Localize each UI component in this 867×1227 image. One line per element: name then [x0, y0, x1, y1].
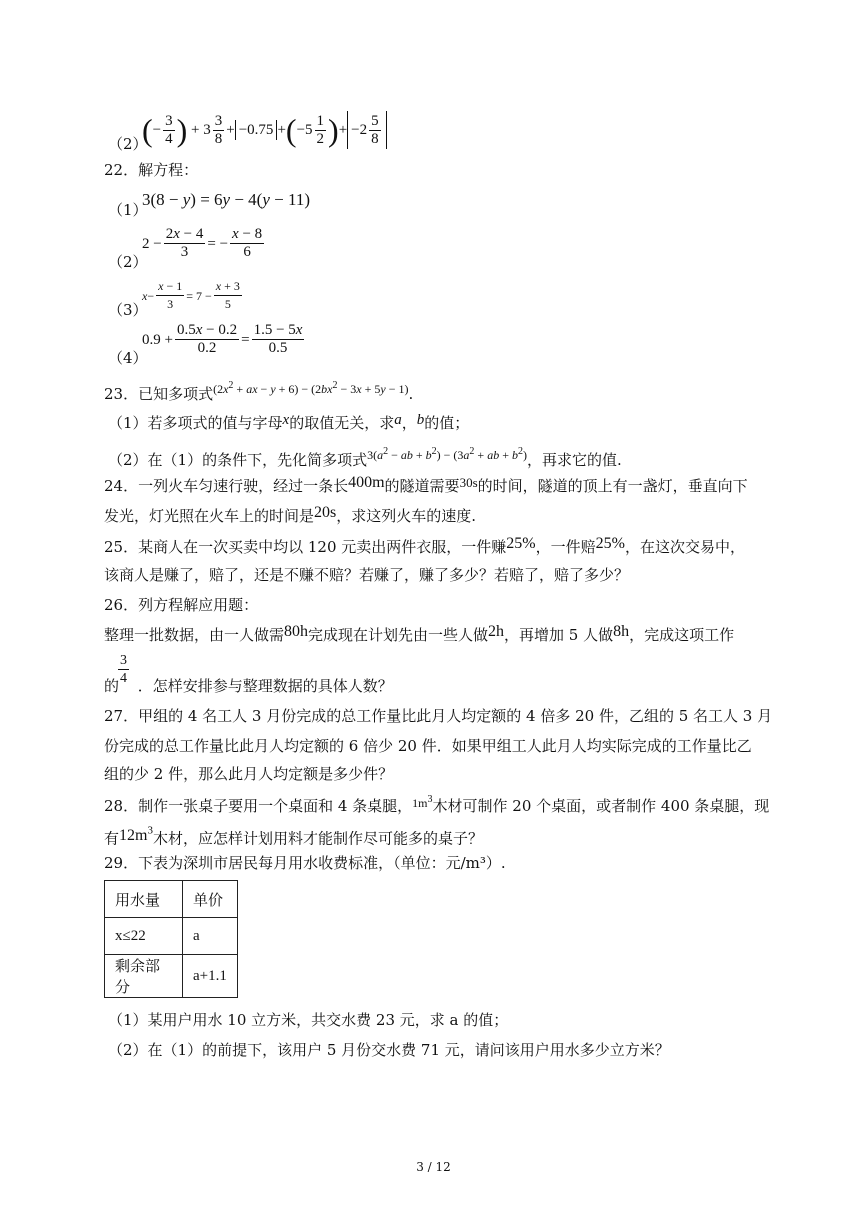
- q23-sub2: [108, 448, 622, 471]
- q23-title: 23．已知多项式$^{(2x^2 + ax - y + 6) - (2bx^2 - 3x + 5y - 1)}$.: [104, 380, 414, 403]
- table-cell: a: [183, 918, 238, 955]
- q28-unit2-sup: 3: [147, 825, 153, 837]
- q24-line1: [104, 476, 748, 497]
- q23-sub1-b: 的取值无关，求: [289, 414, 395, 432]
- table-row: [105, 955, 238, 998]
- q25-line2: 该商人是赚了，赔了，还是不赚不赔？若赚了，赚了多少？若赔了，赔了多少？: [104, 566, 630, 584]
- q23-simplify-expr: 3(a2 − ab + b2) − (3a2 + ab + b2): [367, 446, 527, 462]
- q25-line1: [104, 537, 745, 558]
- q23-sub1-c: ，: [401, 414, 417, 432]
- q25-pct2: 25%: [595, 535, 625, 552]
- q29-sub1: （1）某用户用水 10 立方米，共交水费 23 元，求 a 的值；: [108, 1011, 509, 1029]
- table-cell: x≤22: [105, 918, 183, 955]
- q22-part2: [108, 226, 263, 272]
- q22-part1: [108, 190, 311, 220]
- q26-l2-a: 的: [104, 677, 120, 695]
- q28-l2-a: 有: [104, 829, 120, 848]
- q26-l2-b: ．怎样安排参与整理数据的具体人数？: [137, 677, 393, 695]
- q22-eq3: x − $\frac{x - 1}{3}$ = 7 − $\frac{x + 3}{5}$: [142, 279, 240, 311]
- table-cell: 单价: [183, 881, 238, 918]
- q29-sub2: （2）在（1）的前提下，该用户 5 月份交水费 71 元，请问该用户用水多少立方米？: [108, 1041, 670, 1059]
- q24-line2: [104, 506, 476, 527]
- q22-part1-label: （1）: [108, 201, 148, 219]
- var-a: a: [394, 412, 402, 428]
- table-row: [105, 881, 238, 918]
- q23-sub2-b: ，再求它的值.: [526, 451, 622, 469]
- var-b: b: [416, 412, 425, 428]
- q26-frac-num: 3: [120, 653, 127, 668]
- q22-eq1: 3(8 − y) = 6y − 4(y − 11): [142, 190, 311, 209]
- q28-l1-b: 木材可制作 20 个桌面，或者制作 400 条桌腿，现: [432, 797, 770, 815]
- q24-length: 400m: [348, 474, 385, 491]
- q24-l1-a: 24．一列火车匀速行驶，经过一条长: [104, 477, 349, 495]
- q23-sub1-d: 的值；: [424, 414, 470, 432]
- q24-l2-b: ，求这列火车的速度.: [336, 507, 477, 525]
- q28-unit2: [119, 827, 153, 844]
- q26-line2: [104, 653, 393, 696]
- q23-sub1: [108, 413, 469, 434]
- table-cell: 用水量: [105, 881, 183, 918]
- q21-part2-label: （2）: [108, 135, 148, 153]
- q25-l1-c: ，在这次交易中，: [624, 538, 745, 556]
- q22-title: 22．解方程：: [104, 161, 199, 179]
- q23-polynomial: (2x2 + ax − y + 6) − (2bx2 − 3x + 5y − 1): [213, 380, 409, 396]
- q22-eq2: 2 − $\frac{2x - 4}{3}$ = − $\frac{x - 8}{6}$: [142, 226, 263, 260]
- q28-line1: [104, 794, 769, 817]
- q29-title: 29．下表为深圳市居民每月用水收费标准，（单位：元/m³）.: [104, 854, 506, 872]
- water-fee-table: [104, 880, 238, 998]
- q24-l1-b: 的隧道需要: [384, 477, 460, 495]
- q28-unit2-text: 12m: [119, 827, 148, 845]
- q26-fraction: [118, 652, 129, 687]
- q25-l1-b: ，一件赔: [535, 538, 596, 556]
- q28-l1-a: 28．制作一张桌子要用一个桌面和 4 条桌腿，: [104, 797, 413, 815]
- q26-h2: 2h: [488, 623, 505, 640]
- page-number: 3 / 12: [416, 1160, 451, 1174]
- q27-line1: 27．甲组的 4 名工人 3 月份完成的总工作量比此月人均定额的 4 倍多 20 件，乙组的 5 名工人 3 月: [104, 707, 773, 725]
- table-row: [105, 918, 238, 955]
- q24-l2-a: 发光，灯光照在火车上的时间是: [104, 507, 315, 525]
- q28-line2: [104, 824, 483, 849]
- q22-part3-label: （3）: [108, 301, 148, 319]
- q28-l2-b: 木材，应怎样计划用料才能制作尽可能多的桌子？: [152, 829, 483, 848]
- q21-expression: ( − $\frac{3}{4}$ ) + 3 $\frac{3}{8}$ + −0.75 + ( −5 $\frac{1}{2}$ ) + −2 $\frac{5}{8}$: [142, 108, 387, 152]
- var-x: x: [282, 412, 290, 428]
- q23-sub1-a: （1）若多项式的值与字母: [108, 414, 283, 432]
- q26-l1-a: 整理一批数据，由一人做需: [104, 626, 285, 644]
- q22-part3: [108, 279, 240, 320]
- q24-time2: 20s: [314, 504, 337, 521]
- q27-line3: 组的少 2 件，那么此月人均定额是多少件？: [104, 765, 394, 783]
- q26-frac-den: 4: [120, 671, 127, 686]
- q25-l1-a: 25．某商人在一次买卖中均以 120 元卖出两件衣服，一件赚: [104, 538, 507, 556]
- q22-part4-label: （4）: [108, 349, 148, 367]
- table-cell: a+1.1: [183, 955, 238, 998]
- q26-title: 26．列方程解应用题：: [104, 596, 259, 614]
- q24-time1: 30s: [459, 475, 478, 490]
- q21-part2: [108, 110, 379, 154]
- q25-pct1: 25%: [506, 535, 536, 552]
- q22-eq4: 0.9 + $\frac{0.5x - 0.2}{0.2}$ = $\frac{1.5 - 5x}{0.5}$: [142, 322, 303, 356]
- q26-line1: [104, 625, 734, 646]
- q22-part2-label: （2）: [108, 253, 148, 271]
- table-cell: 剩余部分: [105, 955, 183, 998]
- q24-l1-c: 的时间，隧道的顶上有一盏灯，垂直向下: [477, 477, 748, 495]
- q23-title-text: 23．已知多项式: [104, 385, 214, 403]
- q22-part4: [108, 322, 303, 368]
- q26-l1-d: ，完成这项工作: [629, 626, 735, 644]
- q26-l1-b: 完成现在计划先由一些人做: [308, 626, 489, 644]
- q26-l1-c: ，再增加 5 人做: [504, 626, 614, 644]
- q27-line2: 份完成的总工作量比此月人均定额的 6 倍少 20 件．如果甲组工人此月人均实际完成的工作量比乙: [104, 737, 752, 755]
- q26-h3: 8h: [613, 623, 630, 640]
- q28-unit1: [412, 796, 432, 810]
- q28-unit1-sup: 3: [427, 794, 433, 805]
- q26-h1: 80h: [284, 623, 309, 640]
- q28-unit1-text: 1m: [412, 796, 428, 810]
- q23-sub2-a: （2）在（1）的条件下，先化简多项式: [108, 451, 368, 469]
